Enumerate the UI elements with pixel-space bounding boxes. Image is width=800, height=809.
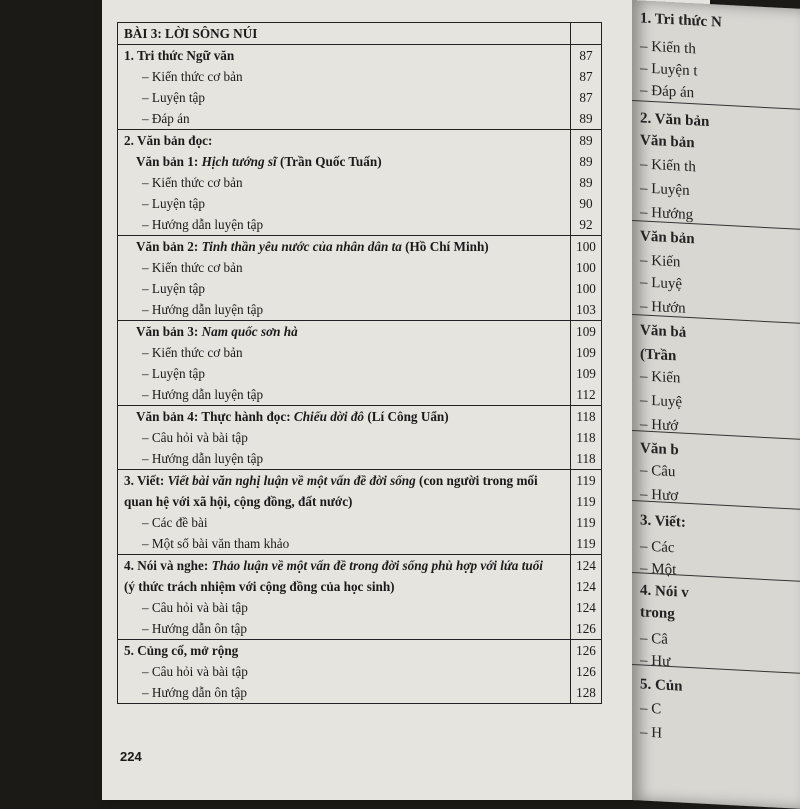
toc-entry [118, 321, 571, 343]
toc-entry: – Hướng dẫn luyện tập [118, 448, 571, 470]
toc-page-number: 119 [571, 533, 602, 555]
toc-page-number: 128 [571, 682, 602, 704]
toc-page-number: 92 [571, 214, 602, 236]
toc-row [118, 193, 602, 214]
toc-entry: BÀI 3: LỜI SÔNG NÚI [118, 23, 571, 45]
entry-author: (con người trong mối [415, 472, 538, 488]
toc-page-number [571, 23, 602, 45]
entry-title: Tinh thần yêu nước của nhân dân ta [201, 238, 402, 254]
toc-row [118, 321, 602, 343]
toc-entry [118, 555, 571, 577]
toc-row [118, 661, 602, 682]
toc-entry: – Hướng dẫn luyện tập [118, 214, 571, 236]
facing-page-fragment: – Luyệ [640, 392, 683, 411]
toc-page-number: 87 [571, 45, 602, 67]
toc-page-number: 126 [571, 661, 602, 682]
toc-page-number: 90 [571, 193, 602, 214]
entry-title: Chiếu dời đô [293, 408, 365, 424]
toc-page-number: 119 [571, 491, 602, 512]
toc-row [118, 491, 602, 512]
toc-row [118, 470, 602, 492]
toc-row [118, 618, 602, 640]
entry-label: Văn bản 4: Thực hành đọc: [136, 408, 294, 424]
toc-entry: – Câu hỏi và bài tập [118, 661, 571, 682]
toc-entry: 5. Củng cố, mở rộng [118, 640, 571, 662]
toc-entry: 2. Văn bản đọc: [118, 130, 571, 152]
toc-row [118, 597, 602, 618]
facing-page-fragment: Văn bả [640, 322, 687, 341]
facing-page-fragment: (Trần [640, 346, 677, 365]
toc-row [118, 299, 602, 321]
facing-page-fragment: – Luyện [640, 180, 690, 200]
facing-page-fragment: – Các [640, 538, 675, 557]
toc-row [118, 236, 602, 258]
toc-page-number: 109 [571, 342, 602, 363]
toc-entry: quan hệ với xã hội, cộng đồng, đất nước) [118, 491, 571, 512]
facing-page-fragment: – Kiến th [640, 38, 696, 58]
facing-page-fragment: – Hướn [640, 298, 686, 317]
facing-page-fragment: – H [640, 724, 663, 742]
toc-row [118, 512, 602, 533]
toc-entry: – Luyện tập [118, 193, 571, 214]
facing-page-fragment: 3. Viết: [640, 512, 686, 531]
facing-page-fragment: – Hướng [640, 204, 694, 224]
toc-row [118, 23, 602, 45]
facing-page-fragment: 2. Văn bản [640, 110, 710, 131]
facing-page-fragment: – Câu [640, 462, 676, 481]
toc-row [118, 151, 602, 172]
toc-row [118, 257, 602, 278]
toc-page-number: 87 [571, 87, 602, 108]
facing-page-fragment: – Hươ [640, 486, 679, 505]
entry-label: 4. Nói và nghe: [124, 557, 212, 573]
toc-page-number: 126 [571, 640, 602, 662]
facing-page-fragment: – Một [640, 560, 677, 579]
toc-entry: – Hướng dẫn ôn tập [118, 682, 571, 704]
facing-page-rule [632, 500, 800, 510]
facing-page-fragment: – Luyện t [640, 60, 698, 80]
toc-row [118, 640, 602, 662]
page-number: 224 [120, 749, 142, 764]
facing-page [632, 0, 800, 809]
toc-row [118, 363, 602, 384]
toc-page-number: 112 [571, 384, 602, 406]
toc-page-number: 124 [571, 597, 602, 618]
toc-row [118, 342, 602, 363]
toc-entry: – Các đề bài [118, 512, 571, 533]
toc-entry [118, 406, 571, 428]
toc-page-number: 89 [571, 151, 602, 172]
toc-entry [118, 236, 571, 258]
entry-title: Hịch tướng sĩ [201, 153, 277, 169]
entry-label: Văn bản 3: [136, 323, 202, 339]
toc-entry [118, 470, 571, 492]
toc-entry: – Kiến thức cơ bản [118, 342, 571, 363]
toc-page-number: 109 [571, 363, 602, 384]
entry-author: (Trần Quốc Tuấn) [276, 153, 382, 169]
toc-entry: (ý thức trách nhiệm với cộng đồng của học sinh) [118, 576, 571, 597]
entry-title: Nam quốc sơn hà [201, 323, 298, 339]
toc-entry: – Kiến thức cơ bản [118, 172, 571, 193]
facing-page-fragment: Văn bản [640, 228, 695, 248]
facing-page-fragment: Văn b [640, 440, 679, 459]
toc-entry: – Câu hỏi và bài tập [118, 597, 571, 618]
facing-page-fragment: – C [640, 700, 662, 718]
toc-row [118, 108, 602, 130]
toc-page-number: 109 [571, 321, 602, 343]
toc-entry: – Hướng dẫn luyện tập [118, 299, 571, 321]
toc-row [118, 384, 602, 406]
toc-page-number: 89 [571, 172, 602, 193]
facing-page-fragment: – Luyệ [640, 274, 683, 293]
toc-row [118, 555, 602, 577]
toc-page-number: 118 [571, 427, 602, 448]
toc-row [118, 682, 602, 704]
facing-page-fragment: 5. Củn [640, 676, 683, 695]
toc-entry: – Kiến thức cơ bản [118, 257, 571, 278]
toc-page-number: 119 [571, 512, 602, 533]
facing-page-fragment: 4. Nói v [640, 582, 689, 601]
toc-page-number: 89 [571, 130, 602, 152]
entry-label: 3. Viết: [124, 472, 168, 488]
toc-entry: – Luyện tập [118, 363, 571, 384]
facing-page-fragment: trong [640, 604, 675, 623]
toc-entry: – Luyện tập [118, 278, 571, 299]
toc-page-number: 89 [571, 108, 602, 130]
facing-page-fragment: – Kiến th [640, 156, 696, 176]
facing-page-fragment: – Kiến [640, 368, 681, 387]
facing-page-fragment: – Hư [640, 652, 671, 671]
toc-entry: – Câu hỏi và bài tập [118, 427, 571, 448]
toc-row [118, 448, 602, 470]
toc-row [118, 406, 602, 428]
toc-row [118, 427, 602, 448]
facing-page-fragment: – Hướ [640, 416, 679, 435]
toc-page-number: 103 [571, 299, 602, 321]
toc-entry: – Luyện tập [118, 87, 571, 108]
toc-page-number: 126 [571, 618, 602, 640]
toc-row [118, 66, 602, 87]
facing-page-fragment: Văn bản [640, 132, 695, 152]
entry-title: Viết bài văn nghị luận về một vấn đề đời sống [167, 472, 416, 488]
entry-author: (Lí Công Uẩn) [364, 408, 449, 424]
toc-row [118, 278, 602, 299]
toc-entry: – Kiến thức cơ bản [118, 66, 571, 87]
entry-label: Văn bản 2: [136, 238, 202, 254]
toc-page-number: 118 [571, 448, 602, 470]
toc-row [118, 533, 602, 555]
toc-row [118, 214, 602, 236]
facing-page-fragment: – Câ [640, 630, 668, 648]
entry-label: Văn bản 1: [136, 153, 202, 169]
toc-entry: – Hướng dẫn luyện tập [118, 384, 571, 406]
entry-title: Thảo luận về một vấn đề trong đời sống phù hợp với lứa tuổi [211, 557, 543, 573]
facing-page-rule [632, 100, 800, 110]
toc-entry [118, 151, 571, 172]
toc-page-number: 124 [571, 576, 602, 597]
toc-row [118, 130, 602, 152]
toc-page-number: 100 [571, 236, 602, 258]
toc-page-number: 87 [571, 66, 602, 87]
toc-page-number: 119 [571, 470, 602, 492]
toc-entry: – Một số bài văn tham khảo [118, 533, 571, 555]
table-of-contents [117, 22, 602, 704]
toc-row [118, 576, 602, 597]
toc-row [118, 172, 602, 193]
toc-page-number: 124 [571, 555, 602, 577]
facing-page-rule [632, 430, 800, 440]
facing-page-fragment: – Kiến [640, 252, 681, 271]
toc-row [118, 45, 602, 67]
entry-author: (Hồ Chí Minh) [401, 238, 489, 254]
toc-entry: – Đáp án [118, 108, 571, 130]
toc-row [118, 87, 602, 108]
toc-page-number: 100 [571, 278, 602, 299]
toc-page-number: 100 [571, 257, 602, 278]
toc-page-number: 118 [571, 406, 602, 428]
facing-page-fragment: 1. Tri thức N [640, 10, 722, 31]
toc-entry: 1. Tri thức Ngữ văn [118, 45, 571, 67]
facing-page-fragment: – Đáp án [640, 82, 695, 102]
toc-entry: – Hướng dẫn ôn tập [118, 618, 571, 640]
